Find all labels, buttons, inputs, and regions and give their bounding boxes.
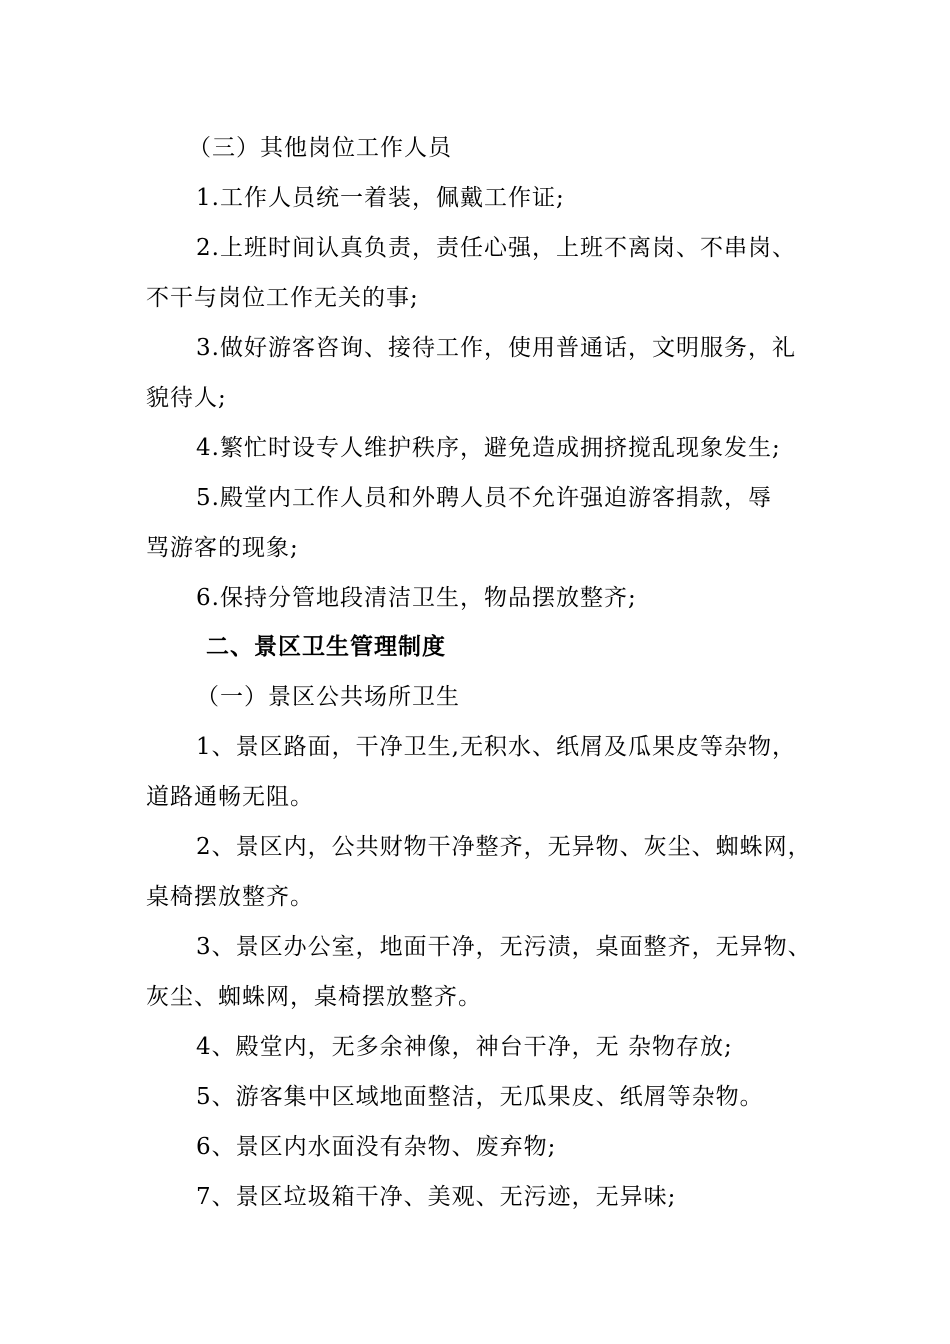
paragraph-line: 7、景区垃圾箱干净、美观、无污迹，无异味; [196,1184,677,1210]
paragraph-line: 道路通畅无阻。 [146,784,314,810]
paragraph-line: 1、景区路面，干净卫生,无积水、纸屑及瓜果皮等杂物， [196,734,796,760]
subsection-heading-other-staff: （三）其他岗位工作人员 [188,135,452,161]
paragraph-line: 骂游客的现象; [146,535,299,561]
paragraph-line: 4、殿堂内，无多余神像，神台干净，无 杂物存放; [196,1034,733,1060]
paragraph-line: 3、景区办公室，地面干净，无污渍，桌面整齐，无异物、 [196,934,812,960]
subsection-heading-public-areas: （一）景区公共场所卫生 [196,684,460,710]
paragraph-line: 5、游客集中区域地面整洁，无瓜果皮、纸屑等杂物。 [196,1084,764,1110]
paragraph-line: 2.上班时间认真负责，责任心强，上班不离岗、不串岗、 [196,235,796,261]
paragraph-line: 不干与岗位工作无关的事; [146,285,419,311]
paragraph-line: 6.保持分管地段清洁卫生，物品摆放整齐; [196,585,637,611]
section-heading-sanitation: 二、景区卫生管理制度 [206,634,446,660]
paragraph-line: 4.繁忙时设专人维护秩序，避免造成拥挤搅乱现象发生; [196,435,781,461]
paragraph-line: 桌椅摆放整齐。 [146,884,314,910]
paragraph-line: 1.工作人员统一着装，佩戴工作证; [196,185,565,211]
paragraph-line: 2、景区内，公共财物干净整齐，无异物、灰尘、蜘蛛网， [196,834,812,860]
paragraph-line: 6、景区内水面没有杂物、废弃物; [196,1134,557,1160]
paragraph-line: 5.殿堂内工作人员和外聘人员不允许强迫游客捐款，辱 [196,485,772,511]
paragraph-line: 3.做好游客咨询、接待工作，使用普通话，文明服务，礼 [196,335,796,361]
paragraph-line: 灰尘、蜘蛛网，桌椅摆放整齐。 [146,984,482,1010]
paragraph-line: 貌待人; [146,385,227,411]
